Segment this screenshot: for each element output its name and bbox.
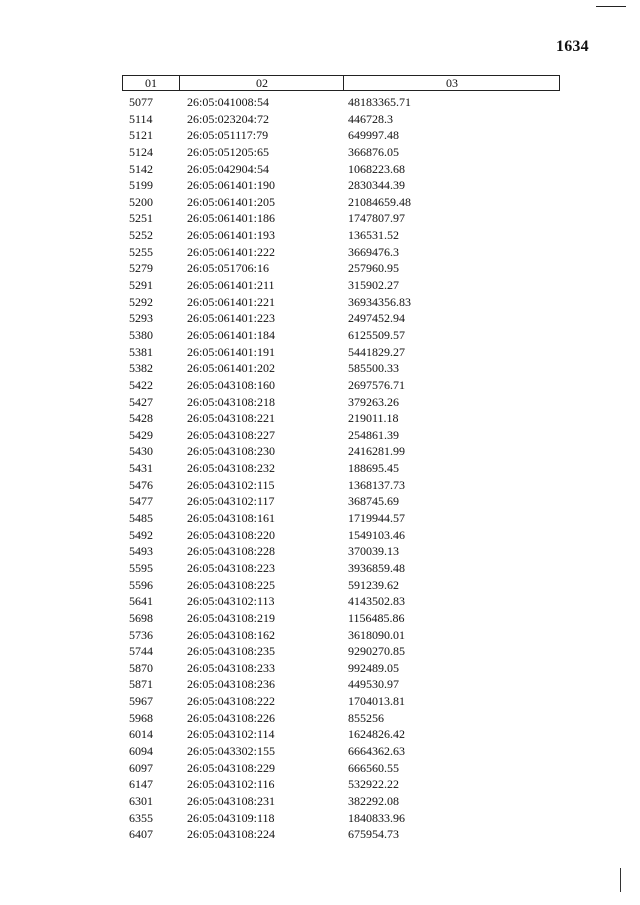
cell-value: 5441829.27 — [348, 344, 405, 359]
cell-id: 5380 — [129, 327, 153, 342]
cell-cadastral-number: 26:05:043108:220 — [187, 527, 276, 542]
cell-value: 992489.05 — [348, 660, 399, 675]
cell-cadastral-number: 26:05:061401:223 — [187, 311, 276, 326]
cell-value: 219011.18 — [348, 411, 399, 426]
cell-id: 5422 — [129, 377, 153, 392]
column-header-01: 01 — [145, 76, 157, 90]
cell-cadastral-number: 26:05:043108:161 — [187, 511, 276, 526]
cell-value: 3936859.48 — [348, 560, 405, 575]
cell-cadastral-number: 26:05:043108:228 — [187, 544, 276, 559]
table-row — [0, 810, 640, 827]
cell-value: 1368137.73 — [348, 477, 405, 492]
cell-cadastral-number: 26:05:043102:115 — [187, 477, 275, 492]
cell-value: 1747807.97 — [348, 211, 405, 226]
cell-cadastral-number: 26:05:061401:202 — [187, 361, 276, 376]
cell-cadastral-number: 26:05:043102:114 — [187, 727, 275, 742]
cell-cadastral-number: 26:05:043102:113 — [187, 594, 275, 609]
cell-id: 5124 — [129, 144, 153, 159]
table-row — [0, 360, 640, 377]
table-row — [0, 244, 640, 261]
table-row — [0, 410, 640, 427]
cell-cadastral-number: 26:05:041008:54 — [187, 95, 270, 109]
cell-id: 6147 — [129, 777, 153, 792]
cell-id: 5428 — [129, 411, 153, 426]
table-row — [0, 294, 640, 311]
table-row — [0, 676, 640, 693]
cell-id: 5293 — [129, 311, 153, 326]
cell-value: 2416281.99 — [348, 444, 405, 459]
table-row — [0, 177, 640, 194]
table-row — [0, 210, 640, 227]
cell-id: 5427 — [129, 394, 153, 409]
cell-cadastral-number: 26:05:051205:65 — [187, 144, 270, 159]
cell-id: 5641 — [129, 594, 153, 609]
cell-cadastral-number: 26:05:043108:236 — [187, 677, 276, 692]
cell-cadastral-number: 26:05:043108:230 — [187, 444, 276, 459]
cell-cadastral-number: 26:05:043108:226 — [187, 710, 276, 725]
cell-id: 6014 — [129, 727, 153, 742]
cell-value: 382292.08 — [348, 793, 399, 808]
column-header-02: 02 — [179, 76, 344, 90]
table-row — [0, 94, 640, 111]
cell-value: 1624826.42 — [348, 727, 405, 742]
cell-id: 5381 — [129, 344, 153, 359]
table-row — [0, 743, 640, 760]
cell-id: 5596 — [129, 577, 153, 592]
cell-value: 136531.52 — [348, 228, 399, 243]
table-row — [0, 127, 640, 144]
cell-value: 3618090.01 — [348, 627, 405, 642]
cell-cadastral-number: 26:05:043108:229 — [187, 760, 276, 775]
table-row — [0, 793, 640, 810]
table-row — [0, 260, 640, 277]
cell-value: 368745.69 — [348, 494, 399, 509]
cell-cadastral-number: 26:05:061401:191 — [187, 344, 276, 359]
page-number: 1634 — [556, 38, 589, 55]
cell-id: 5595 — [129, 560, 153, 575]
cell-cadastral-number: 26:05:043102:116 — [187, 777, 275, 792]
cell-value: 1068223.68 — [348, 161, 405, 176]
table-row — [0, 543, 640, 560]
cell-id: 5255 — [129, 244, 153, 259]
cell-value: 666560.55 — [348, 760, 399, 775]
cell-cadastral-number: 26:05:043108:219 — [187, 610, 276, 625]
cell-value: 366876.05 — [348, 144, 399, 159]
bottom-edge-rule — [620, 868, 621, 892]
cell-id: 5114 — [129, 111, 153, 126]
table-header — [122, 75, 560, 91]
cell-id: 6094 — [129, 743, 153, 758]
table-row — [0, 726, 640, 743]
cell-cadastral-number: 26:05:043108:231 — [187, 793, 276, 808]
cell-id: 6355 — [129, 810, 153, 825]
table-row — [0, 560, 640, 577]
cell-cadastral-number: 26:05:051706:16 — [187, 261, 270, 276]
cell-value: 36934356.83 — [348, 294, 411, 309]
table-row — [0, 194, 640, 211]
table-row — [0, 826, 640, 843]
cell-value: 188695.45 — [348, 461, 399, 476]
cell-cadastral-number: 26:05:043108:233 — [187, 660, 276, 675]
cell-value: 591239.62 — [348, 577, 399, 592]
table-body — [0, 94, 640, 843]
cell-cadastral-number: 26:05:061401:205 — [187, 194, 276, 209]
cell-cadastral-number: 26:05:061401:193 — [187, 228, 276, 243]
column-header-03: 03 — [343, 76, 560, 90]
table-row — [0, 693, 640, 710]
cell-id: 5698 — [129, 610, 153, 625]
cell-cadastral-number: 26:05:023204:72 — [187, 111, 270, 126]
cell-id: 6301 — [129, 793, 153, 808]
cell-value: 6664362.63 — [348, 743, 405, 758]
cell-id: 5870 — [129, 660, 153, 675]
cell-cadastral-number: 26:05:042904:54 — [187, 161, 270, 176]
cell-id: 5252 — [129, 228, 153, 243]
cell-id: 5736 — [129, 627, 153, 642]
cell-id: 5429 — [129, 427, 153, 442]
cell-cadastral-number: 26:05:043108:225 — [187, 577, 276, 592]
cell-id: 5430 — [129, 444, 153, 459]
cell-id: 6097 — [129, 760, 153, 775]
table-row — [0, 610, 640, 627]
table-row — [0, 710, 640, 727]
cell-id: 5431 — [129, 461, 153, 476]
cell-id: 5485 — [129, 511, 153, 526]
cell-id: 5199 — [129, 178, 153, 193]
cell-cadastral-number: 26:05:061401:190 — [187, 178, 276, 193]
cell-cadastral-number: 26:05:043108:235 — [187, 644, 276, 659]
table-row — [0, 593, 640, 610]
cell-id: 5492 — [129, 527, 153, 542]
cell-value: 449530.97 — [348, 677, 399, 692]
table-row — [0, 477, 640, 494]
cell-cadastral-number: 26:05:061401:222 — [187, 244, 276, 259]
cell-id: 6407 — [129, 827, 153, 842]
cell-value: 6125509.57 — [348, 327, 405, 342]
cell-value: 379263.26 — [348, 394, 399, 409]
cell-value: 1840833.96 — [348, 810, 405, 825]
cell-value: 1704013.81 — [348, 694, 405, 709]
cell-value: 649997.48 — [348, 128, 399, 143]
cell-value: 1719944.57 — [348, 511, 405, 526]
cell-value: 2830344.39 — [348, 178, 405, 193]
cell-cadastral-number: 26:05:043108:232 — [187, 461, 276, 476]
table-row — [0, 527, 640, 544]
cell-cadastral-number: 26:05:043108:221 — [187, 411, 276, 426]
cell-cadastral-number: 26:05:043102:117 — [187, 494, 275, 509]
table-row — [0, 427, 640, 444]
cell-value: 21084659.48 — [348, 194, 411, 209]
cell-cadastral-number: 26:05:043109:118 — [187, 810, 275, 825]
table-row — [0, 643, 640, 660]
cell-cadastral-number: 26:05:061401:221 — [187, 294, 276, 309]
cell-value: 675954.73 — [348, 827, 399, 842]
cell-value: 1549103.46 — [348, 527, 405, 542]
table-row — [0, 760, 640, 777]
table-row — [0, 111, 640, 128]
table-row — [0, 776, 640, 793]
table-row — [0, 493, 640, 510]
cell-value: 257960.95 — [348, 261, 399, 276]
table-row — [0, 310, 640, 327]
cell-id: 5251 — [129, 211, 153, 226]
cell-id: 5200 — [129, 194, 153, 209]
table-row — [0, 443, 640, 460]
cell-id: 5967 — [129, 694, 153, 709]
cell-id: 5121 — [129, 128, 153, 143]
cell-value: 48183365.71 — [348, 95, 411, 109]
cell-cadastral-number: 26:05:043108:223 — [187, 560, 276, 575]
cell-value: 1156485.86 — [348, 610, 405, 625]
table-row — [0, 377, 640, 394]
cell-cadastral-number: 26:05:043108:224 — [187, 827, 276, 842]
cell-id: 5477 — [129, 494, 153, 509]
cell-value: 9290270.85 — [348, 644, 405, 659]
cell-value: 370039.13 — [348, 544, 399, 559]
cell-value: 315902.27 — [348, 278, 399, 293]
cell-value: 855256 — [348, 710, 384, 725]
cell-id: 5279 — [129, 261, 153, 276]
table-row — [0, 577, 640, 594]
cell-cadastral-number: 26:05:061401:186 — [187, 211, 276, 226]
cell-id: 5077 — [129, 95, 153, 109]
cell-value: 3669476.3 — [348, 244, 399, 259]
table-row — [0, 510, 640, 527]
cell-cadastral-number: 26:05:051117:79 — [187, 128, 269, 143]
cell-id: 5871 — [129, 677, 153, 692]
cell-cadastral-number: 26:05:061401:211 — [187, 278, 275, 293]
table-row — [0, 161, 640, 178]
table-row — [0, 394, 640, 411]
cell-id: 5476 — [129, 477, 153, 492]
top-edge-rule — [596, 6, 626, 7]
cell-id: 5968 — [129, 710, 153, 725]
cell-cadastral-number: 26:05:043108:218 — [187, 394, 276, 409]
cell-cadastral-number: 26:05:061401:184 — [187, 327, 276, 342]
table-row — [0, 277, 640, 294]
cell-id: 5744 — [129, 644, 153, 659]
table-row — [0, 460, 640, 477]
cell-cadastral-number: 26:05:043108:222 — [187, 694, 276, 709]
cell-id: 5142 — [129, 161, 153, 176]
cell-cadastral-number: 26:05:043108:162 — [187, 627, 276, 642]
cell-id: 5382 — [129, 361, 153, 376]
cell-value: 2697576.71 — [348, 377, 405, 392]
table-row — [0, 227, 640, 244]
cell-id: 5292 — [129, 294, 153, 309]
cell-value: 585500.33 — [348, 361, 399, 376]
cell-id: 5493 — [129, 544, 153, 559]
cell-value: 446728.3 — [348, 111, 393, 126]
cell-value: 2497452.94 — [348, 311, 405, 326]
cell-cadastral-number: 26:05:043302:155 — [187, 743, 276, 758]
cell-value: 4143502.83 — [348, 594, 405, 609]
table-row — [0, 327, 640, 344]
cell-value: 532922.22 — [348, 777, 399, 792]
table-row — [0, 627, 640, 644]
table-row — [0, 660, 640, 677]
cell-value: 254861.39 — [348, 427, 399, 442]
table-row — [0, 144, 640, 161]
cell-cadastral-number: 26:05:043108:160 — [187, 377, 276, 392]
cell-id: 5291 — [129, 278, 153, 293]
table-row — [0, 344, 640, 361]
cell-cadastral-number: 26:05:043108:227 — [187, 427, 276, 442]
